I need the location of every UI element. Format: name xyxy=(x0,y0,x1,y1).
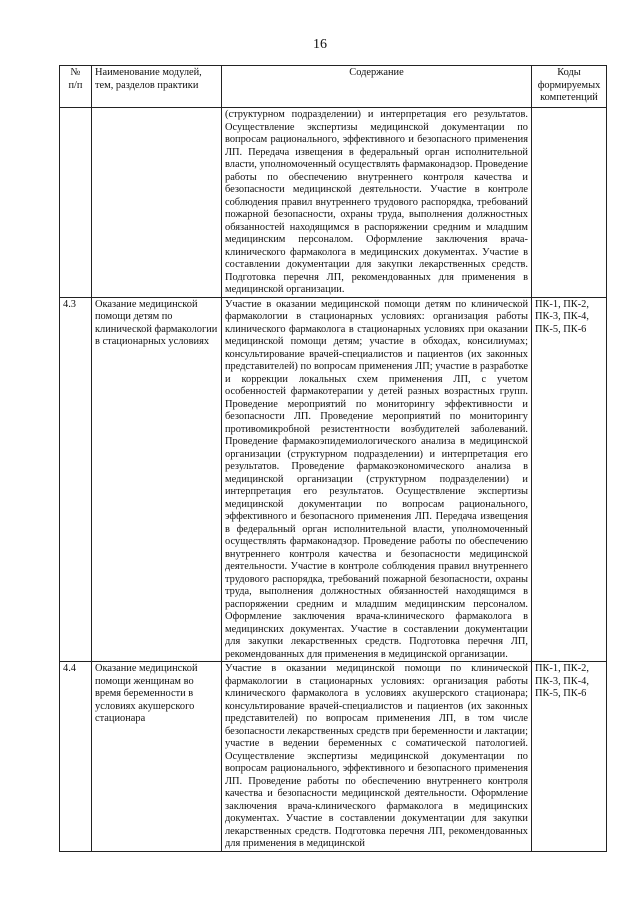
row-module-name: Оказание медицинской помощи женщинам во время беременности в условиях акушерского стационара xyxy=(92,662,222,852)
competencies-table xyxy=(59,65,607,852)
header-number: № п/п xyxy=(60,66,92,108)
row-module-name: Оказание медицинской помощи детям по клинической фармакологии в стационарных условиях xyxy=(92,297,222,662)
row-content: Участие в оказании медицинской помощи по клинической фармакологии в стационарных условиях: организация работы клинического фармаколога в условиях акушерского стационара; консультирование врачей-специалистов и пациентов (их законных представителей) по вопросам применения ЛП, в том числе безопасности лекарственных средств при беременности и лактации; участие в ведении беременных с соматической патологией. Осуществление экспертизы медицинской документации по вопросам рационального, эффективного и безопасного применения ЛП. Проведение работы по обеспечению внутреннего контроля качества и безопасности медицинской деятельности. Оформление заключения врача-клинического фармаколога в медицинских документах. Участие в составлении документации для закупки лекарственных средств. Подготовка перечня ЛП, рекомендованных для применения в медицинской xyxy=(222,662,532,852)
header-competency-codes: Коды формируемых компетенций xyxy=(532,66,607,108)
row-number xyxy=(60,108,92,298)
table-row xyxy=(60,662,607,852)
row-competency-codes: ПК-1, ПК-2, ПК-3, ПК-4, ПК-5, ПК-6 xyxy=(532,297,607,662)
row-number: 4.4 xyxy=(60,662,92,852)
page-number: 16 xyxy=(313,37,327,52)
table-header-row xyxy=(60,66,607,108)
row-competency-codes xyxy=(532,108,607,298)
row-content: Участие в оказании медицинской помощи детям по клинической фармакологии в стационарных условиях: организация работы клинического фармаколога в стационарных условиях при оказании медицинской помощи детям; участие в обходах, консилиумах; консультирование врачей-специалистов и пациентов (их законных представителей) по вопросам применения ЛП; участие в разработке и коррекции локальных схем применения ЛП, с учетом особенностей фармакотерапии у детей разных возрастных групп. Проведение мероприятий по мониторингу эффективности и безопасности ЛП. Проведение мероприятий по мониторингу противомикробной резистентности возбудителей заболеваний. Проведение фармакоэпидемиологического анализа в медицинской организации (структурном подразделении) и интерпретация его результатов. Проведение фармакоэкономического анализа в медицинской организации (структурном подразделении) и интерпретация его результатов. Осуществление экспертизы медицинской документации по вопросам рационального, эффективного и безопасного применения ЛП. Передача извещения в федеральный орган исполнительной власти, уполномоченный осуществлять фармаконадзор. Проведение работы по обеспечению внутреннего контроля качества и безопасности медицинской деятельности. Участие в контроле соблюдения правил внутреннего трудового распорядка, требований пожарной безопасности, охраны труда, выполнения должностных обязанностей находящимся в распоряжении средним и младшим медицинским персоналом. Оформление заключения врача-клинического фармаколога в медицинских документах. Участие в составлении документации для закупки лекарственных средств. Подготовка перечня ЛП, рекомендованных для применения в медицинской организации. xyxy=(222,297,532,662)
row-number: 4.3 xyxy=(60,297,92,662)
row-module-name xyxy=(92,108,222,298)
row-content: (структурном подразделении) и интерпретация его результатов. Осуществление экспертизы медицинской документации по вопросам рационального, эффективного и безопасного применения ЛП. Передача извещения в федеральный орган исполнительной власти, уполномоченный осуществлять фармаконадзор. Проведение работы по обеспечению внутреннего контроля качества и безопасности медицинской деятельности. Участие в контроле соблюдения правил внутреннего трудового распорядка, требований пожарной безопасности, охраны труда, выполнения должностных обязанностей находящимся в распоряжении средним и младшим медицинским персоналом. Оформление заключения врача-клинического фармаколога в медицинских документах. Участие в составлении документации для закупки лекарственных средств. Подготовка перечня ЛП, рекомендованных для применения в медицинской организации. xyxy=(222,108,532,298)
header-content: Содержание xyxy=(222,66,532,108)
row-competency-codes: ПК-1, ПК-2, ПК-3, ПК-4, ПК-5, ПК-6 xyxy=(532,662,607,852)
header-module-name: Наименование модулей, тем, разделов практики xyxy=(92,66,222,108)
table-row xyxy=(60,108,607,298)
table-row xyxy=(60,297,607,662)
